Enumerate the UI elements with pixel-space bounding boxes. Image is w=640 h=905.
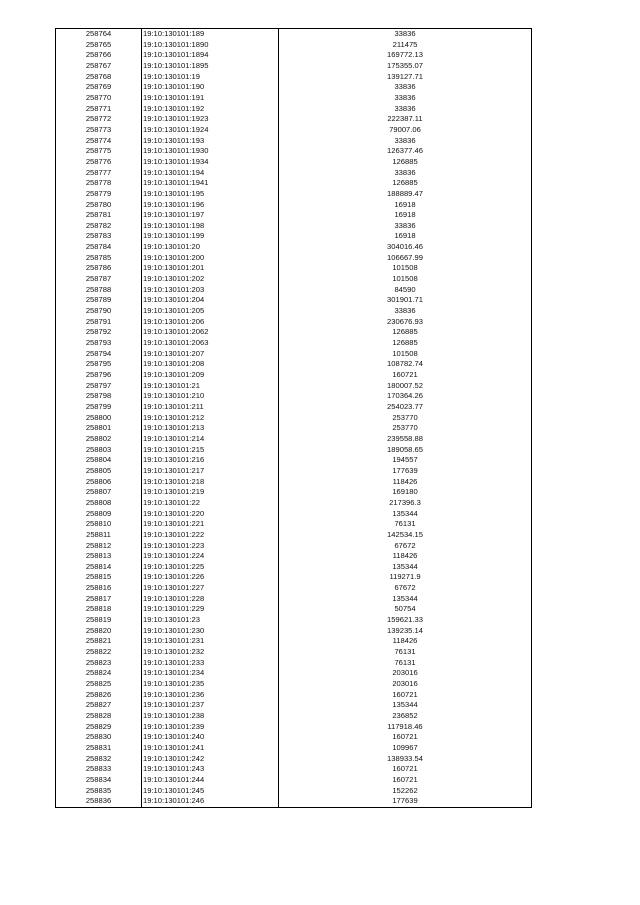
value-cell: 230676.93: [279, 317, 532, 328]
cadastral-number-cell: 19:10:130101:238: [142, 711, 279, 722]
cadastral-number-cell: 19:10:130101:1923: [142, 114, 279, 125]
value-cell: 76131: [279, 519, 532, 530]
value-cell: 139127.71: [279, 72, 532, 83]
value-cell: 253770: [279, 413, 532, 424]
value-cell: 16918: [279, 210, 532, 221]
cadastral-number-cell: 19:10:130101:1890: [142, 40, 279, 51]
row-number-cell: 258830: [56, 732, 142, 743]
cadastral-number-cell: 19:10:130101:233: [142, 658, 279, 669]
row-number-cell: 258793: [56, 338, 142, 349]
value-cell: 160721: [279, 775, 532, 786]
value-cell: 33836: [279, 93, 532, 104]
value-cell: 304016.46: [279, 242, 532, 253]
row-number-cell: 258818: [56, 604, 142, 615]
cadastral-number-cell: 19:10:130101:1894: [142, 50, 279, 61]
cadastral-number-cell: 19:10:130101:205: [142, 306, 279, 317]
table-row: [56, 168, 532, 179]
cadastral-number-cell: 19:10:130101:210: [142, 391, 279, 402]
table-row: [56, 786, 532, 797]
table-row: [56, 61, 532, 72]
row-number-cell: 258775: [56, 146, 142, 157]
cadastral-number-cell: 19:10:130101:240: [142, 732, 279, 743]
row-number-cell: 258765: [56, 40, 142, 51]
row-number-cell: 258815: [56, 572, 142, 583]
cadastral-number-cell: 19:10:130101:207: [142, 349, 279, 360]
value-cell: 175355.07: [279, 61, 532, 72]
row-number-cell: 258777: [56, 168, 142, 179]
value-cell: 139235.14: [279, 626, 532, 637]
row-number-cell: 258773: [56, 125, 142, 136]
row-number-cell: 258825: [56, 679, 142, 690]
cadastral-number-cell: 19:10:130101:1930: [142, 146, 279, 157]
row-number-cell: 258769: [56, 82, 142, 93]
table-row: [56, 327, 532, 338]
value-cell: 106667.99: [279, 253, 532, 264]
value-cell: 222387.11: [279, 114, 532, 125]
row-number-cell: 258781: [56, 210, 142, 221]
row-number-cell: 258786: [56, 263, 142, 274]
cadastral-number-cell: 19:10:130101:191: [142, 93, 279, 104]
row-number-cell: 258821: [56, 636, 142, 647]
table-row: [56, 93, 532, 104]
row-number-cell: 258823: [56, 658, 142, 669]
table-row: [56, 349, 532, 360]
table-row: [56, 210, 532, 221]
cadastral-number-cell: 19:10:130101:219: [142, 487, 279, 498]
value-cell: 118426: [279, 636, 532, 647]
table-row: [56, 338, 532, 349]
row-number-cell: 258770: [56, 93, 142, 104]
cadastral-number-cell: 19:10:130101:23: [142, 615, 279, 626]
cadastral-number-cell: 19:10:130101:199: [142, 231, 279, 242]
cadastral-number-cell: 19:10:130101:212: [142, 413, 279, 424]
cadastral-number-cell: 19:10:130101:22: [142, 498, 279, 509]
row-number-cell: 258827: [56, 700, 142, 711]
row-number-cell: 258805: [56, 466, 142, 477]
row-number-cell: 258797: [56, 381, 142, 392]
value-cell: 180007.52: [279, 381, 532, 392]
row-number-cell: 258820: [56, 626, 142, 637]
table-row: [56, 402, 532, 413]
table-row: [56, 221, 532, 232]
row-number-cell: 258817: [56, 594, 142, 605]
table-row: [56, 178, 532, 189]
cadastral-number-cell: 19:10:130101:232: [142, 647, 279, 658]
cadastral-number-cell: 19:10:130101:197: [142, 210, 279, 221]
row-number-cell: 258810: [56, 519, 142, 530]
table-row: [56, 668, 532, 679]
value-cell: 33836: [279, 29, 532, 40]
cadastral-number-cell: 19:10:130101:236: [142, 690, 279, 701]
row-number-cell: 258789: [56, 295, 142, 306]
value-cell: 84590: [279, 285, 532, 296]
row-number-cell: 258788: [56, 285, 142, 296]
table-row: [56, 317, 532, 328]
table-row: [56, 381, 532, 392]
table-row: [56, 615, 532, 626]
table-row: [56, 754, 532, 765]
table-row: [56, 722, 532, 733]
value-cell: 169772.13: [279, 50, 532, 61]
table-row: [56, 242, 532, 253]
value-cell: 118426: [279, 551, 532, 562]
value-cell: 50754: [279, 604, 532, 615]
row-number-cell: 258814: [56, 562, 142, 573]
table-row: [56, 231, 532, 242]
table-row: [56, 498, 532, 509]
row-number-cell: 258800: [56, 413, 142, 424]
value-cell: 126885: [279, 157, 532, 168]
table-row: [56, 775, 532, 786]
table-row: [56, 82, 532, 93]
cadastral-number-cell: 19:10:130101:225: [142, 562, 279, 573]
row-number-cell: 258819: [56, 615, 142, 626]
cadastral-number-cell: 19:10:130101:230: [142, 626, 279, 637]
value-cell: 119271.9: [279, 572, 532, 583]
table-row: [56, 274, 532, 285]
row-number-cell: 258768: [56, 72, 142, 83]
table-row: [56, 679, 532, 690]
cadastral-number-cell: 19:10:130101:192: [142, 104, 279, 115]
table-row: [56, 29, 532, 40]
table-row: [56, 413, 532, 424]
row-number-cell: 258787: [56, 274, 142, 285]
value-cell: 211475: [279, 40, 532, 51]
value-cell: 33836: [279, 168, 532, 179]
cadastral-number-cell: 19:10:130101:235: [142, 679, 279, 690]
table-row: [56, 306, 532, 317]
table-row: [56, 359, 532, 370]
cadastral-number-cell: 19:10:130101:201: [142, 263, 279, 274]
row-number-cell: 258813: [56, 551, 142, 562]
row-number-cell: 258801: [56, 423, 142, 434]
cadastral-number-cell: 19:10:130101:1895: [142, 61, 279, 72]
value-cell: 16918: [279, 231, 532, 242]
value-cell: 169180: [279, 487, 532, 498]
table-row: [56, 743, 532, 754]
row-number-cell: 258779: [56, 189, 142, 200]
row-number-cell: 258776: [56, 157, 142, 168]
table-row: [56, 487, 532, 498]
cadastral-number-cell: 19:10:130101:2063: [142, 338, 279, 349]
cadastral-number-cell: 19:10:130101:21: [142, 381, 279, 392]
table-row: [56, 445, 532, 456]
cadastral-number-cell: 19:10:130101:244: [142, 775, 279, 786]
cadastral-number-cell: 19:10:130101:202: [142, 274, 279, 285]
table-row: [56, 136, 532, 147]
table-row: [56, 509, 532, 520]
cadastral-number-cell: 19:10:130101:245: [142, 786, 279, 797]
value-cell: 135344: [279, 700, 532, 711]
table-row: [56, 796, 532, 807]
row-number-cell: 258822: [56, 647, 142, 658]
cadastral-number-cell: 19:10:130101:209: [142, 370, 279, 381]
table-row: [56, 658, 532, 669]
table-row: [56, 455, 532, 466]
cadastral-number-cell: 19:10:130101:217: [142, 466, 279, 477]
table-row: [56, 466, 532, 477]
cadastral-number-cell: 19:10:130101:203: [142, 285, 279, 296]
table-row: [56, 636, 532, 647]
cadastral-number-cell: 19:10:130101:19: [142, 72, 279, 83]
row-number-cell: 258778: [56, 178, 142, 189]
row-number-cell: 258774: [56, 136, 142, 147]
value-cell: 118426: [279, 477, 532, 488]
row-number-cell: 258792: [56, 327, 142, 338]
table-row: [56, 594, 532, 605]
table-row: [56, 50, 532, 61]
row-number-cell: 258772: [56, 114, 142, 125]
value-cell: 253770: [279, 423, 532, 434]
row-number-cell: 258796: [56, 370, 142, 381]
table-row: [56, 647, 532, 658]
value-cell: 160721: [279, 764, 532, 775]
cadastral-number-cell: 19:10:130101:198: [142, 221, 279, 232]
cadastral-number-cell: 19:10:130101:226: [142, 572, 279, 583]
data-table-container: [55, 28, 532, 808]
table-row: [56, 285, 532, 296]
value-cell: 188889.47: [279, 189, 532, 200]
value-cell: 135344: [279, 562, 532, 573]
row-number-cell: 258791: [56, 317, 142, 328]
cadastral-number-cell: 19:10:130101:214: [142, 434, 279, 445]
value-cell: 177639: [279, 466, 532, 477]
cadastral-number-cell: 19:10:130101:224: [142, 551, 279, 562]
table-row: [56, 125, 532, 136]
row-number-cell: 258783: [56, 231, 142, 242]
value-cell: 203016: [279, 668, 532, 679]
row-number-cell: 258835: [56, 786, 142, 797]
cadastral-number-cell: 19:10:130101:241: [142, 743, 279, 754]
row-number-cell: 258816: [56, 583, 142, 594]
cadastral-number-cell: 19:10:130101:227: [142, 583, 279, 594]
row-number-cell: 258834: [56, 775, 142, 786]
row-number-cell: 258766: [56, 50, 142, 61]
cadastral-number-cell: 19:10:130101:1934: [142, 157, 279, 168]
value-cell: 109967: [279, 743, 532, 754]
row-number-cell: 258807: [56, 487, 142, 498]
cadastral-number-cell: 19:10:130101:222: [142, 530, 279, 541]
row-number-cell: 258771: [56, 104, 142, 115]
value-cell: 117918.46: [279, 722, 532, 733]
value-cell: 76131: [279, 647, 532, 658]
table-row: [56, 253, 532, 264]
cadastral-number-cell: 19:10:130101:216: [142, 455, 279, 466]
table-row: [56, 189, 532, 200]
value-cell: 160721: [279, 690, 532, 701]
cadastral-number-cell: 19:10:130101:231: [142, 636, 279, 647]
value-cell: 236852: [279, 711, 532, 722]
row-number-cell: 258785: [56, 253, 142, 264]
table-row: [56, 572, 532, 583]
cadastral-number-cell: 19:10:130101:204: [142, 295, 279, 306]
row-number-cell: 258833: [56, 764, 142, 775]
value-cell: 194557: [279, 455, 532, 466]
cadastral-number-cell: 19:10:130101:190: [142, 82, 279, 93]
row-number-cell: 258812: [56, 541, 142, 552]
row-number-cell: 258824: [56, 668, 142, 679]
cadastral-number-cell: 19:10:130101:234: [142, 668, 279, 679]
value-cell: 67672: [279, 541, 532, 552]
table-row: [56, 40, 532, 51]
cadastral-number-cell: 19:10:130101:221: [142, 519, 279, 530]
value-cell: 33836: [279, 221, 532, 232]
table-row: [56, 604, 532, 615]
row-number-cell: 258764: [56, 29, 142, 40]
row-number-cell: 258799: [56, 402, 142, 413]
row-number-cell: 258808: [56, 498, 142, 509]
cadastral-number-cell: 19:10:130101:246: [142, 796, 279, 807]
value-cell: 101508: [279, 349, 532, 360]
value-cell: 189058.65: [279, 445, 532, 456]
row-number-cell: 258794: [56, 349, 142, 360]
cadastral-number-cell: 19:10:130101:189: [142, 29, 279, 40]
table-row: [56, 711, 532, 722]
table-row: [56, 104, 532, 115]
row-number-cell: 258836: [56, 796, 142, 807]
table-row: [56, 423, 532, 434]
table-row: [56, 434, 532, 445]
cadastral-number-cell: 19:10:130101:2062: [142, 327, 279, 338]
value-cell: 239558.88: [279, 434, 532, 445]
row-number-cell: 258795: [56, 359, 142, 370]
row-number-cell: 258826: [56, 690, 142, 701]
table-row: [56, 700, 532, 711]
row-number-cell: 258828: [56, 711, 142, 722]
cadastral-number-cell: 19:10:130101:196: [142, 200, 279, 211]
value-cell: 108782.74: [279, 359, 532, 370]
table-row: [56, 72, 532, 83]
cadastral-number-cell: 19:10:130101:242: [142, 754, 279, 765]
value-cell: 160721: [279, 732, 532, 743]
table-row: [56, 519, 532, 530]
value-cell: 138933.54: [279, 754, 532, 765]
row-number-cell: 258803: [56, 445, 142, 456]
cadastral-number-cell: 19:10:130101:220: [142, 509, 279, 520]
table-row: [56, 551, 532, 562]
row-number-cell: 258780: [56, 200, 142, 211]
row-number-cell: 258806: [56, 477, 142, 488]
value-cell: 16918: [279, 200, 532, 211]
value-cell: 301901.71: [279, 295, 532, 306]
value-cell: 67672: [279, 583, 532, 594]
value-cell: 170364.26: [279, 391, 532, 402]
cadastral-number-cell: 19:10:130101:1924: [142, 125, 279, 136]
value-cell: 76131: [279, 658, 532, 669]
row-number-cell: 258829: [56, 722, 142, 733]
value-cell: 203016: [279, 679, 532, 690]
cadastral-number-cell: 19:10:130101:228: [142, 594, 279, 605]
cadastral-number-cell: 19:10:130101:208: [142, 359, 279, 370]
value-cell: 254023.77: [279, 402, 532, 413]
cadastral-number-cell: 19:10:130101:211: [142, 402, 279, 413]
value-cell: 101508: [279, 263, 532, 274]
value-cell: 33836: [279, 82, 532, 93]
value-cell: 126885: [279, 178, 532, 189]
cadastral-number-cell: 19:10:130101:215: [142, 445, 279, 456]
cadastral-number-cell: 19:10:130101:194: [142, 168, 279, 179]
table-row: [56, 200, 532, 211]
cadastral-number-cell: 19:10:130101:200: [142, 253, 279, 264]
cadastral-number-cell: 19:10:130101:218: [142, 477, 279, 488]
table-row: [56, 530, 532, 541]
cadastral-number-cell: 19:10:130101:1941: [142, 178, 279, 189]
cadastral-number-cell: 19:10:130101:206: [142, 317, 279, 328]
table-row: [56, 370, 532, 381]
value-cell: 126885: [279, 327, 532, 338]
value-cell: 126377.46: [279, 146, 532, 157]
cadastral-number-cell: 19:10:130101:223: [142, 541, 279, 552]
value-cell: 135344: [279, 509, 532, 520]
table-row: [56, 391, 532, 402]
value-cell: 79007.06: [279, 125, 532, 136]
row-number-cell: 258831: [56, 743, 142, 754]
table-row: [56, 626, 532, 637]
cadastral-number-cell: 19:10:130101:20: [142, 242, 279, 253]
value-cell: 177639: [279, 796, 532, 807]
table-row: [56, 114, 532, 125]
table-row: [56, 690, 532, 701]
cadastral-number-cell: 19:10:130101:237: [142, 700, 279, 711]
row-number-cell: 258798: [56, 391, 142, 402]
row-number-cell: 258782: [56, 221, 142, 232]
table-row: [56, 764, 532, 775]
table-row: [56, 146, 532, 157]
table-row: [56, 295, 532, 306]
value-cell: 160721: [279, 370, 532, 381]
table-row: [56, 732, 532, 743]
row-number-cell: 258784: [56, 242, 142, 253]
value-cell: 126885: [279, 338, 532, 349]
value-cell: 33836: [279, 104, 532, 115]
row-number-cell: 258811: [56, 530, 142, 541]
cadastral-number-cell: 19:10:130101:239: [142, 722, 279, 733]
row-number-cell: 258809: [56, 509, 142, 520]
table-row: [56, 477, 532, 488]
value-cell: 101508: [279, 274, 532, 285]
row-number-cell: 258802: [56, 434, 142, 445]
cadastral-number-cell: 19:10:130101:243: [142, 764, 279, 775]
value-cell: 142534.15: [279, 530, 532, 541]
cadastral-number-cell: 19:10:130101:213: [142, 423, 279, 434]
table-row: [56, 562, 532, 573]
cadastral-number-cell: 19:10:130101:193: [142, 136, 279, 147]
table-body: [56, 29, 532, 808]
row-number-cell: 258767: [56, 61, 142, 72]
table-row: [56, 583, 532, 594]
table-row: [56, 263, 532, 274]
cadastral-number-cell: 19:10:130101:229: [142, 604, 279, 615]
data-table: [55, 28, 532, 808]
row-number-cell: 258804: [56, 455, 142, 466]
table-row: [56, 157, 532, 168]
value-cell: 152262: [279, 786, 532, 797]
value-cell: 217396.3: [279, 498, 532, 509]
value-cell: 33836: [279, 306, 532, 317]
value-cell: 159621.33: [279, 615, 532, 626]
value-cell: 33836: [279, 136, 532, 147]
row-number-cell: 258790: [56, 306, 142, 317]
table-row: [56, 541, 532, 552]
row-number-cell: 258832: [56, 754, 142, 765]
value-cell: 135344: [279, 594, 532, 605]
cadastral-number-cell: 19:10:130101:195: [142, 189, 279, 200]
